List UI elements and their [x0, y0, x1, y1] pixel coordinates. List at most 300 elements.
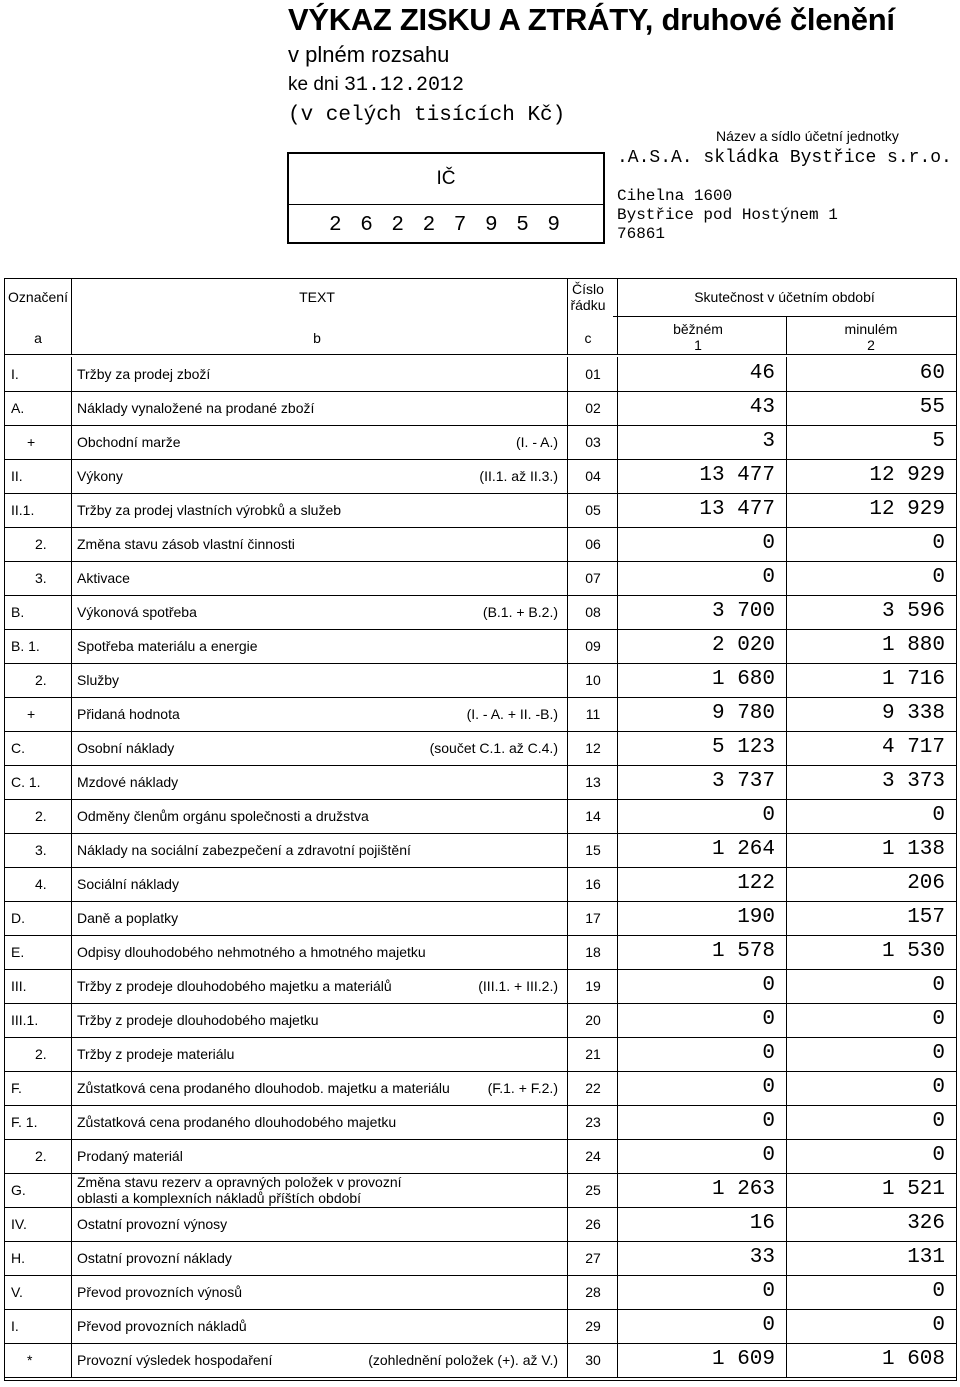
- row-previous-value: 3 596: [881, 600, 945, 623]
- row-divider: [71, 867, 72, 901]
- row-line-number: 07: [585, 570, 601, 586]
- row-line-number: 09: [585, 638, 601, 654]
- row-divider: [567, 765, 568, 799]
- row-text: Tržby z prodeje dlouhodobého majetku: [77, 1012, 319, 1028]
- row-divider: [567, 1343, 568, 1377]
- row-divider: [786, 935, 787, 969]
- row-text: Tržby z prodeje dlouhodobého majetku a materiálů: [77, 978, 392, 994]
- row-previous-value: 0: [932, 532, 945, 555]
- row-divider: [617, 799, 618, 833]
- row-divider: [786, 561, 787, 595]
- row-line-number: 01: [585, 366, 601, 382]
- row-current-value: 0: [762, 566, 775, 589]
- row-text: Ostatní provozní náklady: [77, 1250, 232, 1266]
- row-code: V.: [11, 1284, 23, 1300]
- row-divider: [617, 527, 618, 561]
- row-divider: [786, 1003, 787, 1037]
- row-divider: [567, 595, 568, 629]
- row-formula: (I. - A. + II. -B.): [466, 706, 558, 722]
- row-current-value: 2 020: [711, 634, 775, 657]
- row-previous-value: 1 608: [881, 1348, 945, 1371]
- row-previous-value: 157: [907, 906, 945, 929]
- row-line-number: 14: [585, 808, 601, 824]
- row-text: Zůstatková cena prodaného dlouhodob. majetku a materiálu: [77, 1080, 450, 1096]
- row-code: 2.: [35, 808, 47, 824]
- row-divider: [71, 425, 72, 459]
- report-title: VÝKAZ ZISKU A ZTRÁTY, druhové členění: [288, 2, 895, 37]
- row-divider: [786, 1173, 787, 1207]
- row-code: 3.: [35, 570, 47, 586]
- row-divider: [567, 1139, 568, 1173]
- row-divider: [71, 595, 72, 629]
- row-text-line1: Změna stavu rezerv a opravných položek v provozní: [77, 1174, 402, 1190]
- row-code: B. 1.: [11, 638, 40, 654]
- row-line-number: 17: [585, 910, 601, 926]
- row-text: Obchodní marže: [77, 434, 181, 450]
- row-line-number: 27: [585, 1250, 601, 1266]
- row-divider: [567, 731, 568, 765]
- row-divider: [71, 901, 72, 935]
- row-divider: [786, 1105, 787, 1139]
- row-previous-value: 3 373: [881, 770, 945, 793]
- header-col-a: a: [34, 330, 42, 346]
- row-divider: [71, 1003, 72, 1037]
- row-divider: [71, 1071, 72, 1105]
- row-divider: [786, 1037, 787, 1071]
- row-current-value: 43: [749, 396, 775, 419]
- header-bezne: [613, 321, 783, 353]
- row-text: Prodaný materiál: [77, 1148, 183, 1164]
- row-divider: [617, 1207, 618, 1241]
- row-line-number: 20: [585, 1012, 601, 1028]
- row-divider: [617, 595, 618, 629]
- row-divider: [567, 1105, 568, 1139]
- row-code: 2.: [35, 672, 47, 688]
- statement-row-25: [5, 1173, 956, 1208]
- row-text: Sociální náklady: [77, 876, 179, 892]
- row-divider: [786, 357, 787, 391]
- header-minule: [786, 321, 956, 353]
- row-divider: [617, 1343, 618, 1377]
- row-divider: [617, 1071, 618, 1105]
- row-previous-value: 9 338: [881, 702, 945, 725]
- row-divider: [786, 493, 787, 527]
- row-divider: [567, 1037, 568, 1071]
- statement-row-13: [5, 765, 956, 800]
- ic-value: 2 6 2 2 7 9 5 9: [328, 214, 564, 237]
- row-previous-value: 0: [932, 1008, 945, 1031]
- statement-row-14: [5, 799, 956, 834]
- row-previous-value: 0: [932, 1314, 945, 1337]
- row-divider: [786, 969, 787, 1003]
- statement-row-29: [5, 1309, 956, 1344]
- row-divider: [567, 629, 568, 663]
- row-divider: [71, 459, 72, 493]
- row-divider: [567, 357, 568, 391]
- row-divider: [617, 1309, 618, 1343]
- row-divider: [617, 969, 618, 1003]
- statement-row-09: [5, 629, 956, 664]
- row-divider: [71, 1241, 72, 1275]
- row-divider: [786, 663, 787, 697]
- row-divider: [71, 799, 72, 833]
- header-bezne-label: běžném: [673, 321, 723, 337]
- row-text: Odpisy dlouhodobého nehmotného a hmotného majetku: [77, 944, 426, 960]
- row-line-number: 28: [585, 1284, 601, 1300]
- row-code: III.: [11, 978, 27, 994]
- statement-row-08: [5, 595, 956, 630]
- row-code: A.: [11, 400, 25, 416]
- row-formula: (F.1. + F.2.): [487, 1080, 558, 1096]
- row-code: F.: [11, 1080, 22, 1096]
- statement-row-24: [5, 1139, 956, 1174]
- row-divider: [71, 663, 72, 697]
- statement-row-30: [5, 1343, 956, 1378]
- row-text: [77, 1173, 559, 1208]
- row-divider: [567, 901, 568, 935]
- row-code: III.1.: [11, 1012, 39, 1028]
- row-divider: [71, 1139, 72, 1173]
- row-text: Mzdové náklady: [77, 774, 179, 790]
- row-text: Služby: [77, 672, 120, 688]
- statement-row-18: [5, 935, 956, 970]
- row-code: C.: [11, 740, 25, 756]
- header-divider-period: [613, 316, 956, 317]
- company-street: Cihelna 1600: [617, 187, 733, 205]
- statement-row-21: [5, 1037, 956, 1072]
- row-code: *: [27, 1352, 33, 1368]
- row-divider: [786, 425, 787, 459]
- row-code: B.: [11, 604, 25, 620]
- row-divider: [786, 1139, 787, 1173]
- statement-row-19: [5, 969, 956, 1004]
- company-name: .A.S.A. skládka Bystřice s.r.o.: [617, 148, 952, 168]
- row-divider: [567, 833, 568, 867]
- row-line-number: 22: [585, 1080, 601, 1096]
- header-vline-4: [786, 316, 787, 354]
- row-divider: [786, 765, 787, 799]
- row-divider: [617, 1241, 618, 1275]
- row-divider: [567, 1003, 568, 1037]
- row-code: F. 1.: [11, 1114, 38, 1130]
- row-line-number: 11: [585, 706, 601, 722]
- row-text: Ostatní provozní výnosy: [77, 1216, 228, 1232]
- row-divider: [617, 459, 618, 493]
- header-col-c: c: [584, 330, 592, 346]
- row-current-value: 190: [737, 906, 775, 929]
- row-divider: [786, 595, 787, 629]
- row-current-value: 3 700: [711, 600, 775, 623]
- statement-row-07: [5, 561, 956, 596]
- row-divider: [71, 697, 72, 731]
- row-divider: [567, 935, 568, 969]
- row-divider: [71, 1343, 72, 1377]
- row-current-value: 122: [737, 872, 775, 895]
- row-divider: [786, 731, 787, 765]
- header-vline-1: [71, 279, 72, 354]
- row-divider: [567, 1173, 568, 1207]
- row-divider: [71, 969, 72, 1003]
- row-current-value: 46: [749, 362, 775, 385]
- row-divider: [786, 1071, 787, 1105]
- row-previous-value: 12 929: [869, 498, 945, 521]
- row-current-value: 1 263: [711, 1178, 775, 1201]
- statement-row-26: [5, 1207, 956, 1242]
- row-previous-value: 0: [932, 1280, 945, 1303]
- statement-row-16: [5, 867, 956, 902]
- row-divider: [567, 1275, 568, 1309]
- row-divider: [617, 1003, 618, 1037]
- company-zip: 76861: [617, 225, 666, 243]
- row-divider: [567, 867, 568, 901]
- row-divider: [71, 493, 72, 527]
- row-line-number: 21: [585, 1046, 601, 1062]
- report-date-line: [288, 74, 464, 97]
- row-current-value: 1 609: [711, 1348, 775, 1371]
- statement-row-10: [5, 663, 956, 698]
- row-line-number: 19: [585, 978, 601, 994]
- ic-divider: [289, 204, 603, 205]
- row-current-value: 0: [762, 974, 775, 997]
- row-formula: (B.1. + B.2.): [482, 604, 558, 620]
- row-divider: [786, 1343, 787, 1377]
- report-date: 31.12.2012: [343, 74, 465, 97]
- company-city: Bystřice pod Hostýnem 1: [617, 206, 838, 224]
- row-divider: [567, 527, 568, 561]
- row-divider: [786, 527, 787, 561]
- statement-row-11: [5, 697, 956, 732]
- row-divider: [567, 799, 568, 833]
- row-previous-value: 0: [932, 974, 945, 997]
- statement-row-01: [5, 357, 956, 392]
- row-divider: [617, 1105, 618, 1139]
- row-divider: [617, 629, 618, 663]
- row-code: +: [27, 706, 36, 722]
- row-text: Tržby z prodeje materiálu: [77, 1046, 235, 1062]
- row-previous-value: 0: [932, 1144, 945, 1167]
- header-minule-label: minulém: [844, 321, 898, 337]
- row-previous-value: 0: [932, 566, 945, 589]
- row-divider: [567, 663, 568, 697]
- row-line-number: 06: [585, 536, 601, 552]
- header-bottom-line: [5, 354, 956, 355]
- row-current-value: 13 477: [699, 498, 775, 521]
- row-previous-value: 1 530: [881, 940, 945, 963]
- row-current-value: 1 264: [711, 838, 775, 861]
- row-divider: [567, 425, 568, 459]
- row-current-value: 33: [749, 1246, 775, 1269]
- row-divider: [71, 833, 72, 867]
- date-prefix: ke dni: [288, 74, 339, 95]
- row-divider: [71, 1309, 72, 1343]
- company-label: Název a sídlo účetní jednotky: [716, 128, 899, 144]
- row-line-number: 10: [585, 672, 601, 688]
- row-divider: [786, 1241, 787, 1275]
- row-divider: [567, 1241, 568, 1275]
- row-divider: [617, 1275, 618, 1309]
- row-divider: [786, 867, 787, 901]
- row-text-line2: oblasti a komplexních nákladů příštích období: [77, 1190, 362, 1206]
- row-code: II.: [11, 468, 23, 484]
- statement-row-22: [5, 1071, 956, 1106]
- row-divider: [786, 697, 787, 731]
- row-formula: (III.1. + III.2.): [478, 978, 558, 994]
- row-current-value: 0: [762, 532, 775, 555]
- row-code: 4.: [35, 876, 47, 892]
- row-divider: [617, 765, 618, 799]
- row-divider: [617, 493, 618, 527]
- row-code: D.: [11, 910, 25, 926]
- row-code: II.1.: [11, 502, 35, 518]
- header-cislo: [563, 281, 613, 313]
- row-formula: (zohlednění položek (+). až V.): [368, 1352, 558, 1368]
- row-line-number: 18: [585, 944, 601, 960]
- row-divider: [786, 391, 787, 425]
- header-cislo-line2: řádku: [570, 297, 606, 313]
- row-code: C. 1.: [11, 774, 41, 790]
- statement-row-02: [5, 391, 956, 426]
- row-divider: [71, 765, 72, 799]
- row-divider: [567, 1207, 568, 1241]
- header-skutecnost: Skutečnost v účetním období: [694, 289, 875, 305]
- row-current-value: 0: [762, 1314, 775, 1337]
- report-subtitle: v plném rozsahu: [288, 42, 450, 67]
- row-divider: [71, 357, 72, 391]
- row-text: Výkonová spotřeba: [77, 604, 197, 620]
- row-divider: [617, 1173, 618, 1207]
- row-divider: [786, 459, 787, 493]
- row-code: G.: [11, 1182, 26, 1198]
- statement-row-04: [5, 459, 956, 494]
- statement-row-20: [5, 1003, 956, 1038]
- row-divider: [786, 833, 787, 867]
- row-current-value: 1 578: [711, 940, 775, 963]
- header-cislo-line1: Číslo: [572, 281, 604, 297]
- row-text: Převod provozních nákladů: [77, 1318, 247, 1334]
- row-text: Náklady vynaložené na prodané zboží: [77, 400, 315, 416]
- row-current-value: 13 477: [699, 464, 775, 487]
- row-current-value: 0: [762, 1042, 775, 1065]
- row-divider: [71, 935, 72, 969]
- row-divider: [617, 561, 618, 595]
- header-bezne-number: 1: [694, 337, 702, 353]
- row-divider: [617, 901, 618, 935]
- row-current-value: 0: [762, 1008, 775, 1031]
- row-line-number: 26: [585, 1216, 601, 1232]
- row-divider: [567, 1071, 568, 1105]
- header-minule-number: 2: [867, 337, 875, 353]
- row-divider: [617, 357, 618, 391]
- row-current-value: 3 737: [711, 770, 775, 793]
- row-code: E.: [11, 944, 25, 960]
- row-divider: [71, 1275, 72, 1309]
- row-previous-value: 12 929: [869, 464, 945, 487]
- row-line-number: 16: [585, 876, 601, 892]
- row-divider: [71, 527, 72, 561]
- row-divider: [71, 1037, 72, 1071]
- row-current-value: 16: [749, 1212, 775, 1235]
- row-text: Daně a poplatky: [77, 910, 179, 926]
- row-text: Přidaná hodnota: [77, 706, 180, 722]
- row-line-number: 29: [585, 1318, 601, 1334]
- row-divider: [71, 629, 72, 663]
- row-line-number: 25: [585, 1182, 601, 1198]
- row-text: Tržby za prodej vlastních výrobků a služeb: [77, 502, 342, 518]
- row-previous-value: 60: [919, 362, 945, 385]
- statement-row-12: [5, 731, 956, 766]
- row-divider: [617, 425, 618, 459]
- row-divider: [617, 731, 618, 765]
- row-previous-value: 1 880: [881, 634, 945, 657]
- row-divider: [617, 663, 618, 697]
- row-divider: [71, 561, 72, 595]
- row-divider: [786, 901, 787, 935]
- row-text: Změna stavu zásob vlastní činnosti: [77, 536, 295, 552]
- ic-label: IČ: [436, 168, 456, 189]
- row-divider: [786, 1275, 787, 1309]
- row-code: 3.: [35, 842, 47, 858]
- row-divider: [617, 391, 618, 425]
- row-text: Převod provozních výnosů: [77, 1284, 242, 1300]
- row-divider: [617, 867, 618, 901]
- row-previous-value: 5: [932, 430, 945, 453]
- row-current-value: 0: [762, 1280, 775, 1303]
- row-previous-value: 55: [919, 396, 945, 419]
- statement-row-05: [5, 493, 956, 528]
- row-text: Odměny členům orgánu společnosti a družstva: [77, 808, 369, 824]
- row-current-value: 5 123: [711, 736, 775, 759]
- row-code: +: [27, 434, 36, 450]
- row-previous-value: 1 138: [881, 838, 945, 861]
- row-line-number: 05: [585, 502, 601, 518]
- row-current-value: 0: [762, 1076, 775, 1099]
- header-vline-2: [567, 279, 568, 354]
- statement-row-28: [5, 1275, 956, 1310]
- row-divider: [71, 1173, 72, 1207]
- row-divider: [567, 561, 568, 595]
- row-previous-value: 206: [907, 872, 945, 895]
- row-divider: [786, 629, 787, 663]
- row-divider: [617, 1139, 618, 1173]
- row-current-value: 3: [762, 430, 775, 453]
- row-previous-value: 0: [932, 1042, 945, 1065]
- row-divider: [71, 731, 72, 765]
- row-text: Aktivace: [77, 570, 130, 586]
- row-formula: (I. - A.): [516, 434, 558, 450]
- statement-row-23: [5, 1105, 956, 1140]
- row-divider: [567, 969, 568, 1003]
- row-line-number: 13: [585, 774, 601, 790]
- row-divider: [71, 391, 72, 425]
- ic-box: [287, 152, 605, 244]
- row-code: 2.: [35, 536, 47, 552]
- row-line-number: 04: [585, 468, 601, 484]
- row-code: 2.: [35, 1148, 47, 1164]
- row-divider: [786, 1309, 787, 1343]
- statement-row-27: [5, 1241, 956, 1276]
- row-code: I.: [11, 366, 19, 382]
- row-divider: [617, 833, 618, 867]
- row-text: Tržby za prodej zboží: [77, 366, 211, 382]
- row-text: Osobní náklady: [77, 740, 175, 756]
- row-line-number: 24: [585, 1148, 601, 1164]
- row-previous-value: 4 717: [881, 736, 945, 759]
- row-previous-value: 1 521: [881, 1178, 945, 1201]
- statement-row-17: [5, 901, 956, 936]
- row-divider: [786, 799, 787, 833]
- row-line-number: 12: [585, 740, 601, 756]
- row-divider: [786, 1207, 787, 1241]
